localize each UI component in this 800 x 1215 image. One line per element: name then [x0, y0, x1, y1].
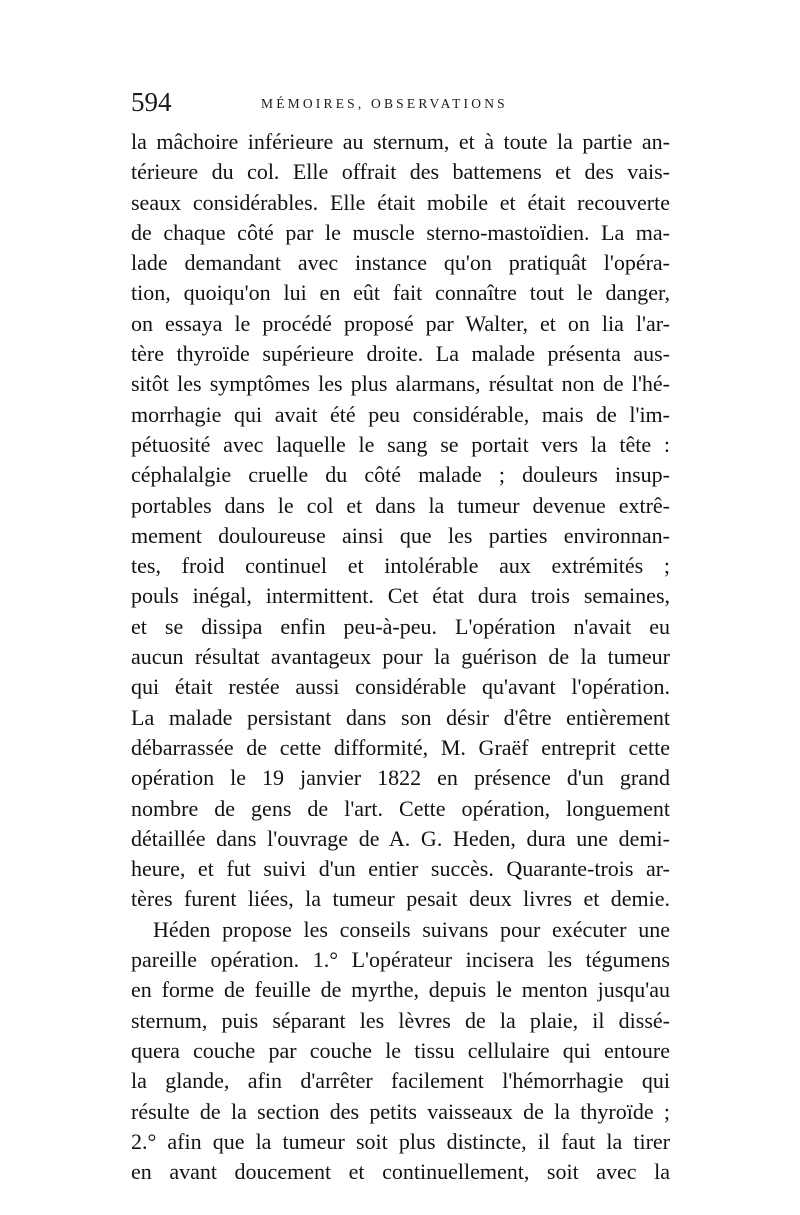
text-line: lade demandant avec instance qu'on pratiquât l'opéra- [131, 250, 670, 276]
text-line: quera couche par couche le tissu cellulaire qui entoure [131, 1037, 670, 1063]
text-line: nombre de gens de l'art. Cette opération, longuement [131, 795, 670, 821]
text-line: détaillée dans l'ouvrage de A. G. Heden, dura une demi- [131, 825, 670, 851]
text-line: sitôt les symptômes les plus alarmans, résultat non de l'hé- [131, 371, 670, 397]
text-line: seaux considérables. Elle était mobile et était recouverte [131, 189, 670, 215]
text-line: en forme de feuille de myrthe, depuis le menton jusqu'au [131, 977, 670, 1003]
text-line: La malade persistant dans son désir d'être entièrement [131, 704, 670, 730]
text-line: portables dans le col et dans la tumeur devenue extrê- [131, 492, 670, 518]
text-line: en avant doucement et continuellement, soit avec la [131, 1159, 670, 1185]
text-line: Héden propose les conseils suivans pour exécuter une [153, 916, 670, 942]
text-line: de chaque côté par le muscle sterno-mastoïdien. La ma- [131, 219, 670, 245]
text-line: sternum, puis séparant les lèvres de la plaie, il dissé- [131, 1007, 670, 1033]
text-line: aucun résultat avantageux pour la guérison de la tumeur [131, 644, 670, 670]
text-line: tes, froid continuel et intolérable aux extrémités ; [131, 553, 670, 579]
text-line: heure, et fut suivi d'un entier succès. Quarante-trois ar- [131, 856, 670, 882]
text-line: pouls inégal, intermittent. Cet état dura trois semaines, [131, 583, 670, 609]
text-line: qui était restée aussi considérable qu'avant l'opération. [131, 674, 670, 700]
text-line: mement douloureuse ainsi que les parties environnan- [131, 522, 670, 548]
text-line: térieure du col. Elle offrait des battemens et des vais- [131, 159, 670, 185]
text-line: débarrassée de cette difformité, M. Graëf entreprit cette [131, 734, 670, 760]
text-line: céphalalgie cruelle du côté malade ; douleurs insup- [131, 462, 670, 488]
page-header [131, 86, 671, 120]
running-title: MÉMOIRES, OBSERVATIONS [261, 96, 508, 111]
text-line: tère thyroïde supérieure droite. La malade présenta aus- [131, 341, 670, 367]
body-text [131, 127, 670, 1187]
text-line: on essaya le procédé proposé par Walter, et on lia l'ar- [131, 310, 670, 336]
text-line: tères furent liées, la tumeur pesait deux livres et demie. [131, 886, 670, 912]
page-number: 594 [131, 87, 172, 117]
text-line: morrhagie qui avait été peu considérable, mais de l'im- [131, 401, 670, 427]
text-line: 2.° afin que la tumeur soit plus distincte, il faut la tirer [131, 1128, 670, 1154]
text-line: pétuosité avec laquelle le sang se portait vers la tête : [131, 431, 670, 457]
text-line: la glande, afin d'arrêter facilement l'hémorrhagie qui [131, 1068, 670, 1094]
text-line: et se dissipa enfin peu-à-peu. L'opération n'avait eu [131, 613, 670, 639]
text-line: tion, quoiqu'on lui en eût fait connaître tout le danger, [131, 280, 670, 306]
text-line: opération le 19 janvier 1822 en présence d'un grand [131, 765, 670, 791]
text-line: pareille opération. 1.° L'opérateur incisera les tégumens [131, 947, 670, 973]
text-line: la mâchoire inférieure au sternum, et à toute la partie an- [131, 129, 670, 154]
text-line: résulte de la section des petits vaisseaux de la thyroïde ; [131, 1098, 670, 1124]
